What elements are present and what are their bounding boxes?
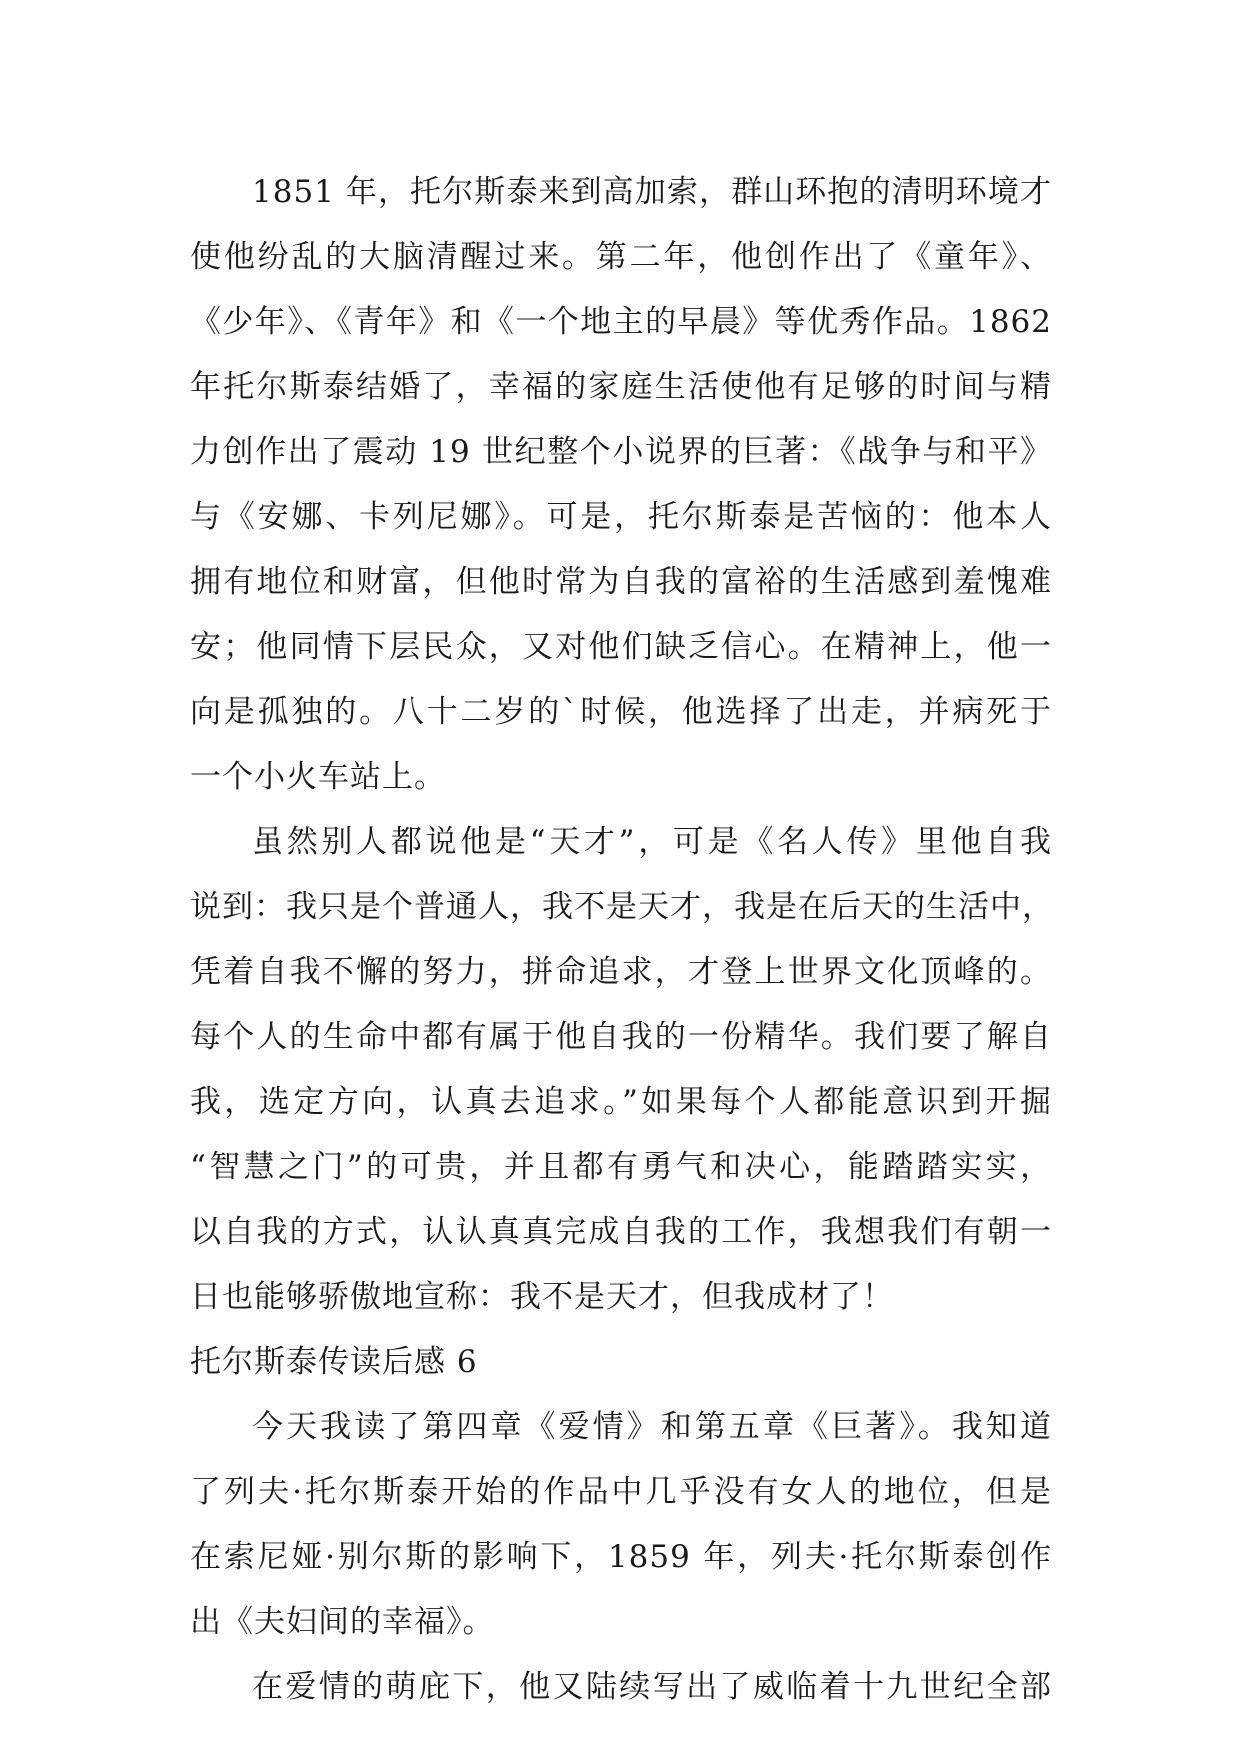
text-line: 向是孤独的。八十二岁的`时候，他选择了出走，并病死于: [190, 694, 1052, 730]
paragraph: [190, 1395, 1052, 1655]
text-line: 今天我读了第四章《爱情》和第五章《巨著》。我知道: [252, 1409, 1052, 1445]
text-line: 使他纷乱的大脑清醒过来。第二年，他创作出了《童年》、: [190, 239, 1052, 275]
text-line: 每个人的生命中都有属于他自我的一份精华。我们要了解自: [190, 1019, 1052, 1055]
paragraph: [190, 160, 1052, 810]
text-line: 1851 年，托尔斯泰来到高加索，群山环抱的清明环境才: [252, 174, 1052, 210]
text-line: 在爱情的萌庇下，他又陆续写出了威临着十九世纪全部: [252, 1669, 1052, 1705]
text-line: “智慧之门”的可贵，并且都有勇气和决心，能踏踏实实，: [190, 1149, 1052, 1185]
text-line: 在索尼娅·别尔斯的影响下，1859 年，列夫·托尔斯泰创作: [190, 1539, 1052, 1575]
text-line: 与《安娜、卡列尼娜》。可是，托尔斯泰是苦恼的：他本人: [190, 499, 1052, 535]
text-line: 《少年》、《青年》和《一个地主的早晨》等优秀作品。1862: [190, 304, 1052, 340]
text-line: 说到：我只是个普通人，我不是天才，我是在后天的生活中，: [190, 889, 1054, 925]
paragraph: [190, 1655, 1052, 1720]
text-line: 力创作出了震动 19 世纪整个小说界的巨著：《战争与和平》: [190, 434, 1052, 470]
text-line: 一个小火车站上。: [190, 759, 446, 795]
text-line: 我，选定方向，认真去追求。”如果每个人都能意识到开掘: [190, 1084, 1052, 1120]
text-line: 了列夫·托尔斯泰开始的作品中几乎没有女人的地位，但是: [190, 1474, 1052, 1510]
text-line: 年托尔斯泰结婚了，幸福的家庭生活使他有足够的时间与精: [190, 369, 1052, 405]
paragraph: [190, 810, 1052, 1330]
text-line: 以自我的方式，认认真真完成自我的工作，我想我们有朝一: [190, 1214, 1052, 1250]
text-line: 日也能够骄傲地宣称：我不是天才，但我成材了！: [190, 1279, 894, 1315]
text-line: 凭着自我不懈的努力，拼命追求，才登上世界文化顶峰的。: [190, 954, 1052, 990]
document-page: [190, 160, 1052, 1720]
text-line: 安；他同情下层民众，又对他们缺乏信心。在精神上，他一: [190, 629, 1052, 665]
text-line: 出《夫妇间的幸福》。: [190, 1604, 495, 1640]
section-heading: 托尔斯泰传读后感 6: [190, 1344, 478, 1380]
text-line: 拥有地位和财富，但他时常为自我的富裕的生活感到羞愧难: [190, 564, 1052, 600]
text-line: 虽然别人都说他是“天才”，可是《名人传》里他自我: [252, 824, 1052, 860]
